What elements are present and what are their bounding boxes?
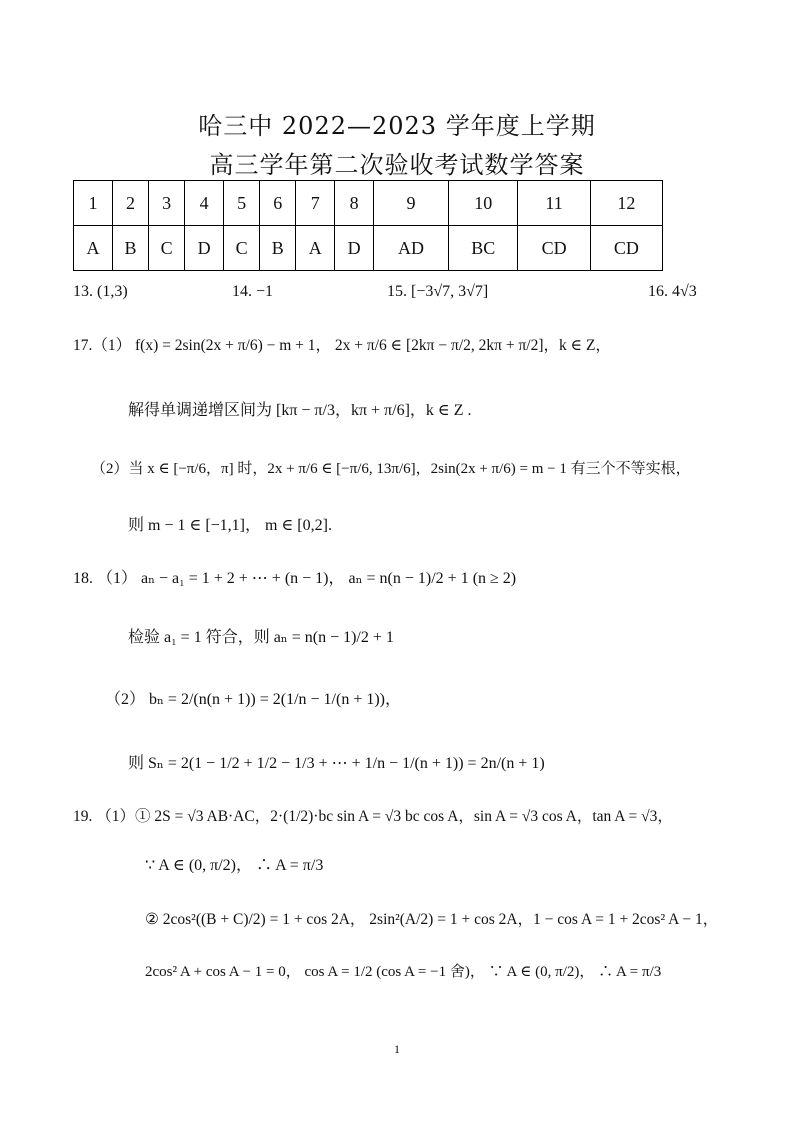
solution-18-part2: （2） bₙ = 2/(n(n + 1)) = 2(1/n − 1/(n + 1))， xyxy=(105,691,402,708)
fill-answer-15: 15. [−3√7, 3√7] xyxy=(387,283,489,300)
solution-17-part1: 17.（1） f(x) = 2sin(2x + π/6) − m + 1， 2x + π/6 ∈ [2kπ − π/2, 2kπ + π/2]，k ∈ Z， xyxy=(73,337,611,354)
answer-cell: C xyxy=(224,226,260,271)
answer-cell: A xyxy=(74,226,113,271)
question-number-cell: 5 xyxy=(224,181,260,226)
answer-cell: A xyxy=(296,226,335,271)
answer-cell: C xyxy=(149,226,185,271)
question-number-cell: 11 xyxy=(518,181,590,226)
answer-cell: AD xyxy=(374,226,449,271)
answer-cell: D xyxy=(185,226,224,271)
answer-table-answer-row xyxy=(74,226,663,271)
fill-answer-13: 13. (1,3) xyxy=(73,283,128,300)
answer-cell: BC xyxy=(449,226,518,271)
answer-table-number-row xyxy=(74,181,663,226)
solution-18-part1-check: 检验 a₁ = 1 符合，则 aₙ = n(n − 1)/2 + 1 xyxy=(128,629,394,646)
answer-cell: CD xyxy=(518,226,590,271)
solution-19-part2-conclusion: 2cos² A + cos A − 1 = 0， cos A = 1/2 (cos A = −1 舍)， ∵ A ∈ (0, π/2)， ∴ A = π/3 xyxy=(145,964,662,980)
answer-cell: D xyxy=(335,226,374,271)
answer-cell: CD xyxy=(590,226,662,271)
question-number-cell: 4 xyxy=(185,181,224,226)
page-title: 哈三中 2022—2023 学年度上学期 xyxy=(198,112,596,140)
solution-17-part2-result: 则 m − 1 ∈ [−1,1]， m ∈ [0,2]. xyxy=(128,517,332,534)
solution-17-part2: （2）当 x ∈ [−π/6，π] 时，2x + π/6 ∈ [−π/6, 13π/6]，2sin(2x + π/6) = m − 1 有三个不等实根， xyxy=(91,461,691,477)
solution-19-part1: 19. （1）① 2S = √3 AB·AC，2·(1/2)·bc sin A = √3 bc cos A，sin A = √3 cos A，tan A = √3， xyxy=(73,808,673,825)
page-number: 1 xyxy=(394,1042,400,1056)
question-number-cell: 6 xyxy=(260,181,296,226)
question-number-cell: 2 xyxy=(112,181,148,226)
question-number-cell: 7 xyxy=(296,181,335,226)
answer-cell: B xyxy=(260,226,296,271)
answer-table xyxy=(73,180,663,271)
question-number-cell: 12 xyxy=(590,181,662,226)
solution-18-part2-sum: 则 Sₙ = 2(1 − 1/2 + 1/2 − 1/3 + ⋯ + 1/n − 1/(n + 1)) = 2n/(n + 1) xyxy=(128,755,545,772)
solution-17-part1-result: 解得单调递增区间为 [kπ − π/3，kπ + π/6]，k ∈ Z . xyxy=(128,402,472,419)
solution-19-part2: ② 2cos²((B + C)/2) = 1 + cos 2A， 2sin²(A/2) = 1 + cos 2A，1 − cos A = 1 + 2cos² A − 1， xyxy=(145,911,719,928)
question-number-cell: 9 xyxy=(374,181,449,226)
page-subtitle: 高三学年第二次验收考试数学答案 xyxy=(209,151,585,179)
fill-answer-14: 14. −1 xyxy=(232,283,274,300)
question-number-cell: 8 xyxy=(335,181,374,226)
question-number-cell: 1 xyxy=(74,181,113,226)
answer-cell: B xyxy=(112,226,148,271)
solution-18-part1: 18. （1） aₙ − a₁ = 1 + 2 + ⋯ + (n − 1)， aₙ = n(n − 1)/2 + 1 (n ≥ 2) xyxy=(73,570,517,587)
fill-answer-16: 16. 4√3 xyxy=(648,283,697,300)
solution-19-part1-conclusion: ∵ A ∈ (0, π/2)， ∴ A = π/3 xyxy=(145,857,324,874)
question-number-cell: 10 xyxy=(449,181,518,226)
question-number-cell: 3 xyxy=(149,181,185,226)
